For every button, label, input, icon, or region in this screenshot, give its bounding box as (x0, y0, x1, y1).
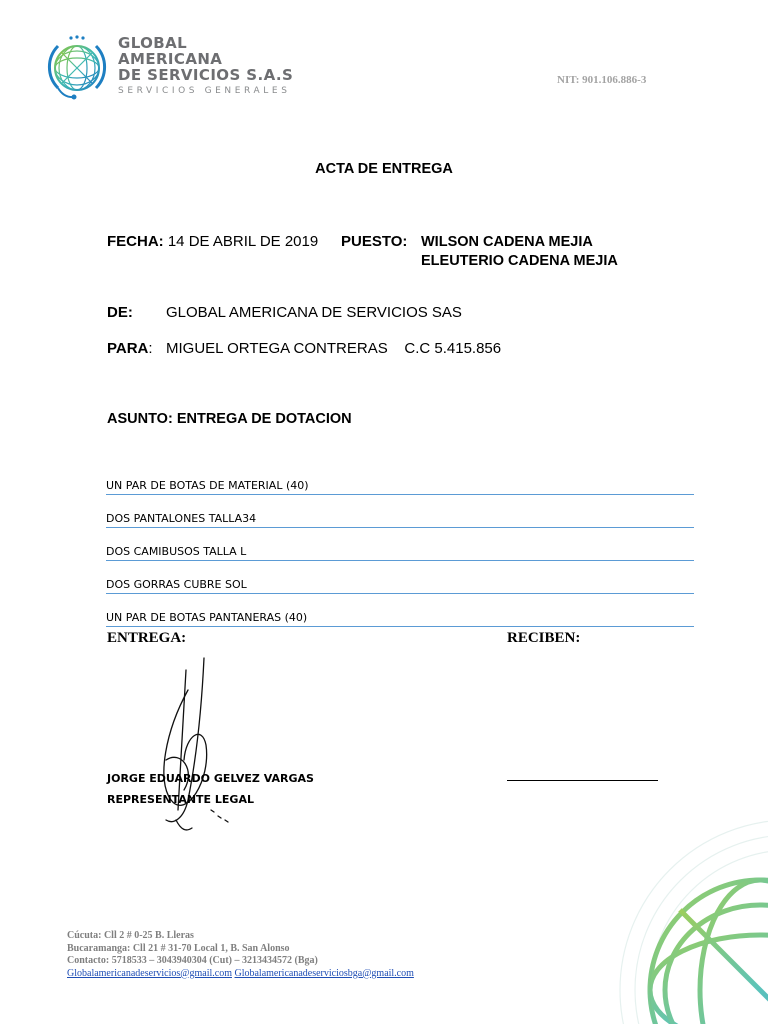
puesto-name: WILSON CADENA MEJIA (421, 234, 593, 250)
signer-role: REPRESENTANTE LEGAL (107, 793, 254, 806)
fecha-row (107, 233, 318, 250)
globe-watermark-icon (560, 760, 768, 1024)
de-value: GLOBAL AMERICANA DE SERVICIOS SAS (166, 304, 462, 321)
para-label: PARA (107, 340, 149, 357)
entrega-label: ENTREGA: (107, 630, 187, 646)
footer-contacto: Contacto: 5718533 – 3043940304 (Cut) – 3213434572 (Bga) (67, 955, 318, 966)
signer-name: JORGE EDUARDO GELVEZ VARGAS (107, 772, 314, 785)
footer-cucuta: Cúcuta: Cll 2 # 0-25 B. Lleras (67, 930, 194, 941)
document-title: ACTA DE ENTREGA (315, 161, 453, 177)
para-colon: : (148, 340, 153, 357)
item-text: DOS PANTALONES TALLA34 (106, 512, 257, 525)
email-link-bga[interactable]: Globalamericanadeserviciosbga@gmail.com (234, 967, 414, 979)
item-list (106, 462, 694, 627)
signature-icon (126, 650, 246, 840)
para-value: MIGUEL ORTEGA CONTRERAS C.C 5.415.856 (166, 340, 502, 357)
puesto-label: PUESTO: (341, 233, 408, 250)
puesto-names (421, 233, 618, 271)
company-tagline: SERVICIOS GENERALES (118, 86, 291, 96)
de-label: DE: (107, 304, 133, 321)
footer-contact (67, 930, 414, 980)
footer-emails (67, 968, 414, 981)
para-label-row (107, 340, 153, 357)
footer-bucaramanga: Bucaramanga: Cll 21 # 31-70 Local 1, B. San Alonso (67, 942, 290, 954)
company-name-line1: GLOBAL (118, 34, 188, 52)
list-item (106, 528, 694, 561)
list-item (106, 594, 694, 627)
reciben-label: RECIBEN: (507, 630, 581, 646)
item-text: UN PAR DE BOTAS DE MATERIAL (40) (106, 479, 309, 492)
fecha-label: FECHA: (107, 233, 164, 250)
company-logo-icon (44, 30, 110, 102)
puesto-name: ELEUTERIO CADENA MEJIA (421, 253, 618, 269)
company-name (118, 35, 293, 96)
item-text: DOS CAMIBUSOS TALLA L (106, 545, 247, 558)
fecha-value: 14 DE ABRIL DE 2019 (167, 233, 319, 250)
email-link-cucuta[interactable]: Globalamericanadeservicios@gmail.com (67, 967, 232, 979)
list-item (106, 462, 694, 495)
item-text: UN PAR DE BOTAS PANTANERAS (40) (106, 611, 308, 624)
company-name-line2: AMERICANA (118, 50, 223, 68)
nit-number: NIT: 901.106.886-3 (557, 74, 647, 86)
list-item (106, 561, 694, 594)
company-name-line3: DE SERVICIOS S.A.S (118, 66, 294, 84)
item-text: DOS GORRAS CUBRE SOL (106, 578, 247, 591)
list-item (106, 495, 694, 528)
asunto-heading: ASUNTO: ENTREGA DE DOTACION (107, 411, 352, 427)
signer-block (107, 768, 314, 810)
